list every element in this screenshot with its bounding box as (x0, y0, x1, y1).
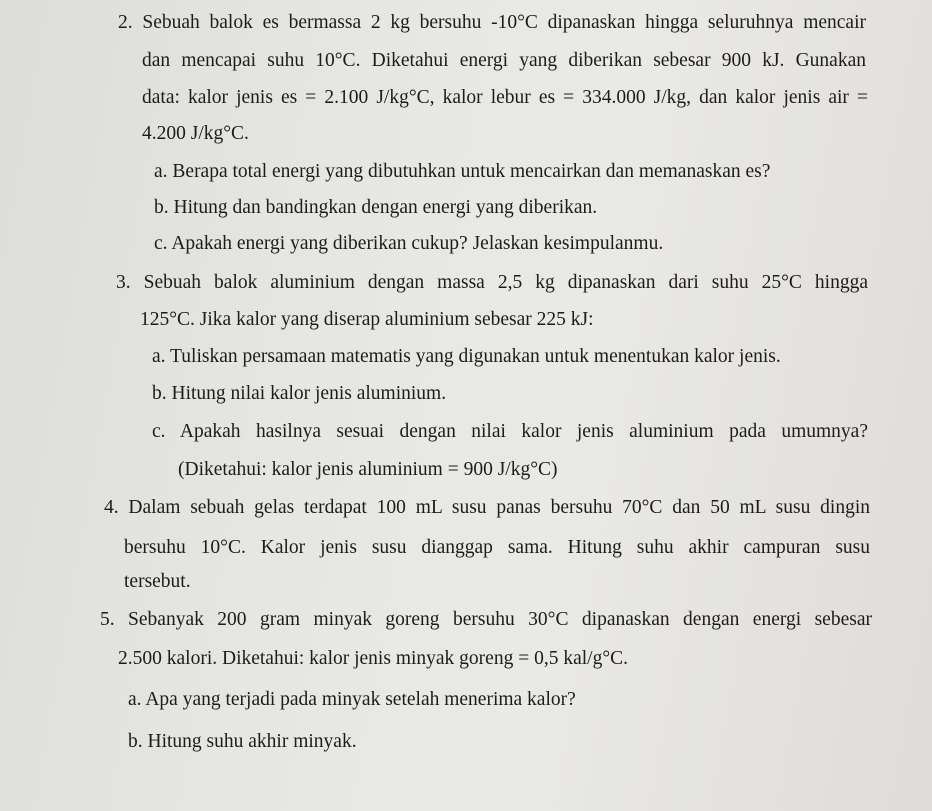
q3-item-b: b. Hitung nilai kalor jenis aluminium. (152, 383, 447, 404)
q3-item-a: a. Tuliskan persamaan matematis yang digunakan untuk menentukan kalor jenis. (152, 346, 781, 367)
q5-item-b: b. Hitung suhu akhir minyak. (128, 731, 357, 752)
q2-item-b: b. Hitung dan bandingkan dengan energi yang diberikan. (154, 197, 598, 218)
q2-item-a: a. Berapa total energi yang dibutuhkan untuk mencairkan dan memanaskan es? (154, 161, 771, 182)
q2-line-1: 2. Sebuah balok es bermassa 2 kg bersuhu -10°C dipanaskan hingga seluruhnya mencair (118, 12, 866, 33)
q2-line-3: data: kalor jenis es = 2.100 J/kg°C, kalor lebur es = 334.000 J/kg, dan kalor jenis air = (142, 87, 868, 108)
q5-line-2: 2.500 kalori. Diketahui: kalor jenis minyak goreng = 0,5 kal/g°C. (118, 648, 628, 669)
q5-line-1: 5. Sebanyak 200 gram minyak goreng bersuhu 30°C dipanaskan dengan energi sebesar (100, 609, 872, 630)
q2-line-4: 4.200 J/kg°C. (142, 123, 249, 144)
q5-item-a: a. Apa yang terjadi pada minyak setelah menerima kalor? (128, 689, 576, 710)
q2-item-c: c. Apakah energi yang diberikan cukup? Jelaskan kesimpulanmu. (154, 233, 664, 254)
q4-line-2: bersuhu 10°C. Kalor jenis susu dianggap sama. Hitung suhu akhir campuran susu (124, 537, 870, 558)
q2-line-2: dan mencapai suhu 10°C. Diketahui energi yang diberikan sebesar 900 kJ. Gunakan (142, 50, 866, 71)
q3-item-c: c. Apakah hasilnya sesuai dengan nilai kalor jenis aluminium pada umumnya? (152, 421, 868, 442)
q3-line-2: 125°C. Jika kalor yang diserap aluminium sebesar 225 kJ: (140, 309, 594, 330)
q3-item-c-note: (Diketahui: kalor jenis aluminium = 900 J/kg°C) (178, 459, 558, 480)
q3-line-1: 3. Sebuah balok aluminium dengan massa 2,5 kg dipanaskan dari suhu 25°C hingga (116, 272, 868, 293)
q4-line-1: 4. Dalam sebuah gelas terdapat 100 mL susu panas bersuhu 70°C dan 50 mL susu dingin (104, 497, 870, 518)
q4-line-3: tersebut. (124, 571, 191, 592)
